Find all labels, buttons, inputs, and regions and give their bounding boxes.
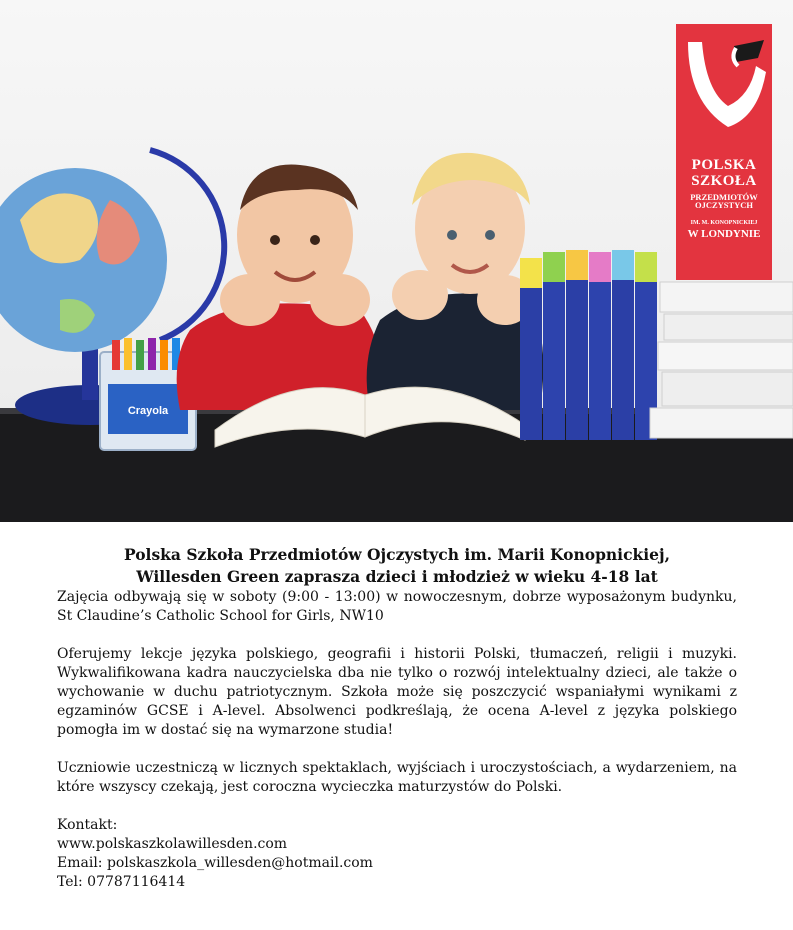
headline — [57, 544, 737, 588]
headline-line-1: Polska Szkoła Przedmiotów Ojczystych im. Marii Konopnickiej, — [123, 545, 670, 564]
paragraph-lessons: Oferujemy lekcje języka polskiego, geografii i historii Polski, tłumaczeń, religii i muzyki. Wykwalifikowana kadra nauczycielska dba nie tylko o rozwój intelektualny dzieci, ale także o wychowanie w duchu patriotycznym. Szkoła może się poszczycić wspaniałymi wynikami z egzaminów GCSE i A-level. Absolwenci podkreślają, że ocena A-level z języka polskiego pomogła im w dostać się na wymarzone studia! — [57, 646, 737, 738]
child-left — [177, 165, 383, 410]
paper-stack — [650, 282, 793, 438]
eagle-emblem-icon — [676, 24, 772, 154]
contact-block — [57, 816, 737, 892]
school-logo — [676, 24, 772, 280]
contact-label: Kontakt: — [57, 817, 118, 833]
child-right — [367, 153, 544, 410]
logo-line-przedmiotow: PRZEDMIOTÓW — [690, 191, 758, 202]
markers-box-label: Crayola — [127, 405, 169, 417]
paragraph-schedule: Zajęcia odbywają się w soboty (9:00 - 13:00) w nowoczesnym, dobrze wyposażonym budynku, St Claudine’s Catholic School for Girls, NW10 — [57, 589, 737, 624]
logo-line-szkola: SZKOŁA — [691, 172, 757, 189]
contact-email: Email: polskaszkola_willesden@hotmail.com — [57, 855, 373, 871]
contact-website: www.polskaszkolawillesden.com — [57, 836, 288, 852]
logo-line-londynie: W LONDYNIE — [687, 227, 761, 240]
logo-line-ojczystych: OJCZYSTYCH — [694, 200, 754, 211]
logo-line-konopnickiej: IM. M. KONOPNICKIEJ — [690, 220, 758, 227]
headline-line-2: Willesden Green zaprasza dzieci i młodzież w wieku 4-18 lat — [136, 567, 658, 586]
contact-phone: Tel: 07787116414 — [57, 874, 186, 890]
logo-line-polska: POLSKA — [691, 157, 757, 173]
paragraph-events: Uczniowie uczestniczą w licznych spektaklach, wyjściach i uroczystościach, a wydarzeniem, na które wszyscy czekają, jest coroczna wycieczka maturzystów do Polski. — [57, 760, 737, 795]
article-body — [57, 544, 737, 892]
